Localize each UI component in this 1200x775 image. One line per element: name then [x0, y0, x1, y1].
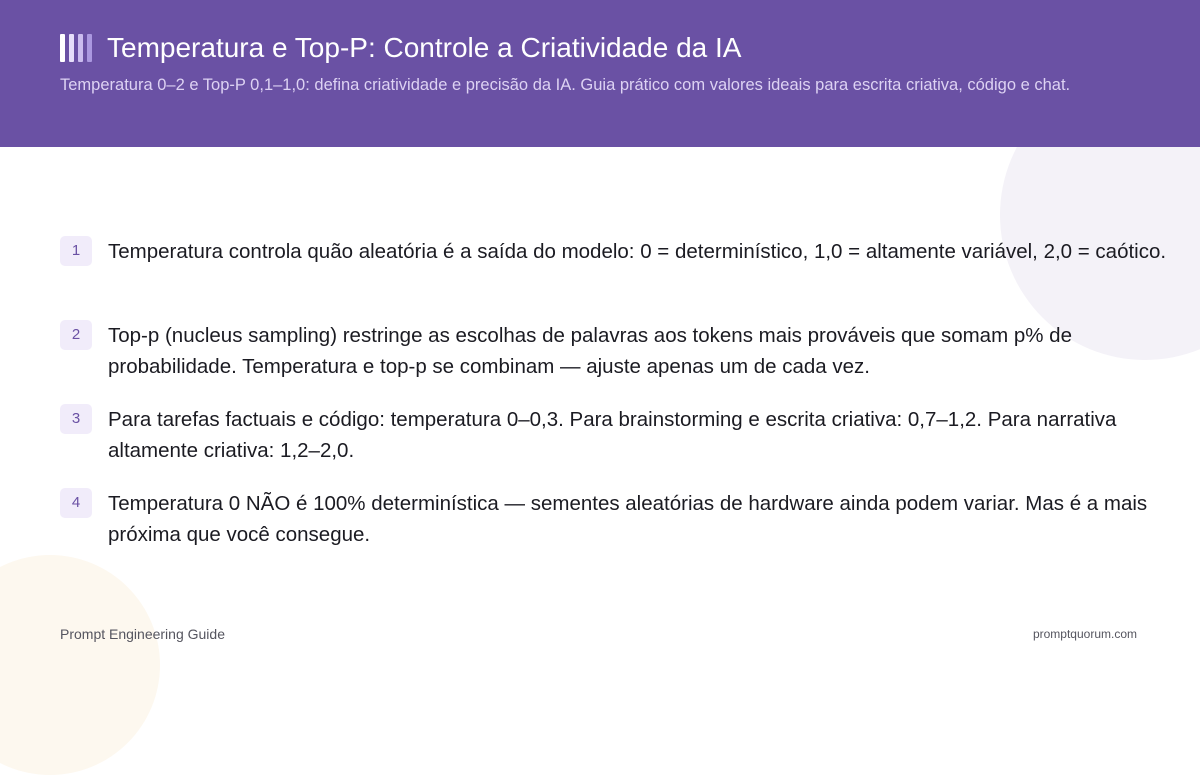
page-subtitle: Temperatura 0–2 e Top-P 0,1–1,0: defina criatividade e precisão da IA. Guia prático com valores ideais para escrita criativa, código e chat.: [60, 76, 1071, 94]
vertical-bars-logo-icon: [60, 34, 92, 62]
point-text: Top-p (nucleus sampling) restringe as escolhas de palavras aos tokens mais prováveis que somam p% de probabilidade. Temperatura e top-p se combinam — ajuste apenas um de cada vez.: [108, 324, 1072, 378]
logo-bar: [69, 34, 74, 62]
point-number-badge: 1: [60, 236, 92, 266]
logo-bar: [60, 34, 65, 62]
point-number-badge: 4: [60, 488, 92, 518]
header-banner: [0, 0, 1200, 147]
point-number-badge: 3: [60, 404, 92, 434]
footer-guide-name: Prompt Engineering Guide: [60, 626, 225, 642]
point-number-badge: 2: [60, 320, 92, 350]
logo-bar: [78, 34, 83, 62]
point-text: Temperatura 0 NÃO é 100% determinística — sementes aleatórias de hardware ainda podem variar. Mas é a mais próxima que você consegue.: [108, 492, 1148, 546]
point-text: Para tarefas factuais e código: temperatura 0–0,3. Para brainstorming e escrita criativa: 0,7–1,2. Para narrativa altamente criativa: 1,2–2,0.: [108, 408, 1117, 462]
footer-site-link[interactable]: promptquorum.com: [1032, 627, 1137, 641]
point-text: Temperatura controla quão aleatória é a saída do modelo: 0 = determinístico, 1,0 = altamente variável, 2,0 = caótico.: [108, 240, 1167, 263]
decorative-circle-left: [0, 555, 160, 775]
logo-bar: [87, 34, 92, 62]
page-title: Temperatura e Top-P: Controle a Criatividade da IA: [107, 32, 742, 63]
